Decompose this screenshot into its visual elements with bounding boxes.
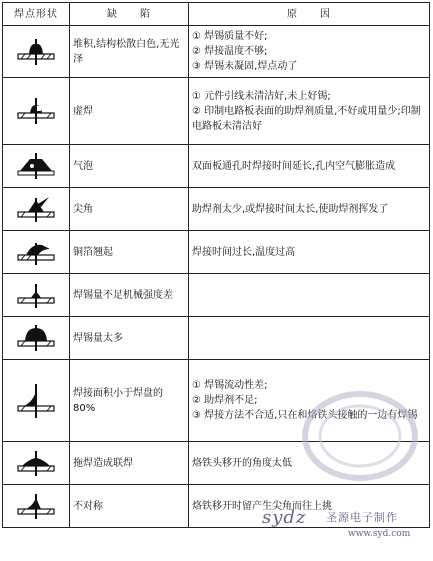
defect-name: 不对称 [70,485,189,528]
header-cause: 原 因 [189,3,430,26]
foil-lift-icon [16,237,56,267]
defect-name: 铜箔翘起 [70,231,189,274]
table-row [3,145,430,188]
cause-line: ③ 焊接方法不合适,只在和烙铁头接触的一边有焊锡 [192,410,418,421]
defect-cause [189,188,430,231]
defect-name: 气泡 [70,145,189,188]
table-row [3,78,430,145]
header-defect: 缺 陷 [70,3,189,26]
defect-cause [189,231,430,274]
bridging-icon [16,448,56,478]
row-icon-cell [3,26,70,78]
asymmetric-icon [16,491,56,521]
row-icon-cell [3,442,70,485]
watermark-name: 圣源电子制作 [326,511,398,524]
row-icon-cell [3,360,70,442]
bubble-icon [16,151,56,181]
defect-name: 虚焊 [70,78,189,145]
row-icon-cell [3,188,70,231]
cause-line: 烙铁移开时留产生尖角而往上挑 [192,500,332,512]
row-icon-cell [3,78,70,145]
row-icon-cell [3,274,70,317]
cause-line: ① 焊锡质量不好; [192,31,268,42]
row-icon-cell [3,231,70,274]
solder-pile-icon [16,37,56,67]
header-shape: 焊点形状 [3,3,70,26]
defect-cause [189,274,430,317]
table-row [3,188,430,231]
cause-line: ① 焊锡流动性差; [192,380,268,391]
defect-cause [189,317,430,360]
row-icon-cell [3,145,70,188]
cause-line: ② 焊接温度不够; [192,46,268,57]
defect-name: 拖焊造成联焊 [70,442,189,485]
cause-line: ① 元件引线未清洁好,未上好锡; [192,90,331,102]
row-icon-cell [3,485,70,528]
defect-cause [189,145,430,188]
header-row [3,3,430,26]
excess-solder-icon [16,323,56,353]
cause-line: ③ 焊锡未凝固,焊点动了 [192,61,298,72]
cold-joint-icon [16,96,56,126]
table-row [3,317,430,360]
defect-name: 尖角 [70,188,189,231]
defect-cause [189,78,430,145]
small-area-icon [16,382,56,420]
seal-stamp-icon [300,388,420,483]
insufficient-solder-icon [16,280,56,310]
defect-name: 焊锡量太多 [70,317,189,360]
watermark-logo: sydz [262,507,307,528]
table-row [3,274,430,317]
row-icon-cell [3,317,70,360]
table-row [3,231,430,274]
watermark-url: www.syd.com [348,529,411,539]
cause-line: 烙铁头移开的角度太低 [192,457,292,469]
cause-line: 焊接时间过长,温度过高 [192,246,296,258]
defect-name: 焊接面积小于焊盘的80% [70,360,189,442]
defect-cause [189,26,430,78]
cause-line: ② 印制电路板表面的助焊剂质量,不好或用量少;印制电路板未清洁好 [192,105,421,132]
sharp-point-icon [16,194,56,224]
watermark [256,505,428,557]
table-row [3,26,430,78]
defect-name: 焊锡量不足机械强度差 [70,274,189,317]
cause-line: 双面板通孔时焊接时间延长,孔内空气膨胀造成 [192,160,396,172]
defect-name: 堆积,结构松散白色,无光泽 [70,26,189,78]
cause-line: ② 助焊剂不足; [192,395,258,406]
cause-line: 助焊剂太少,或焊接时间太长,使助焊剂挥发了 [192,203,389,215]
